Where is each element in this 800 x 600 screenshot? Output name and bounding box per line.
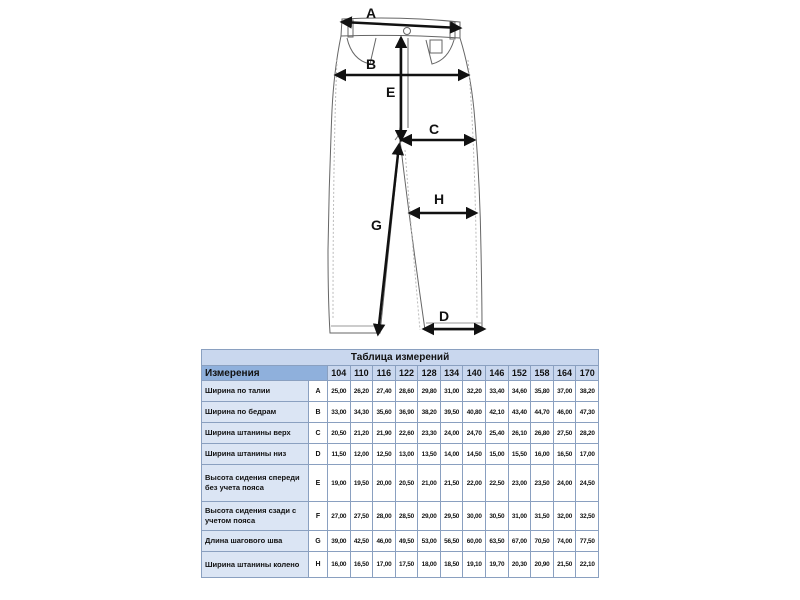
- table-row: [202, 402, 599, 423]
- size-header: 116: [373, 366, 396, 381]
- measurement-value: 13,50: [418, 444, 441, 465]
- measurement-letter: E: [309, 465, 328, 502]
- measurement-name: Высота сидения спереди без учета пояса: [202, 465, 309, 502]
- measurement-value: 32,00: [553, 502, 576, 531]
- size-header: 110: [350, 366, 373, 381]
- table-row: [202, 465, 599, 502]
- measurement-value: 35,80: [531, 381, 554, 402]
- table-title: Таблица измерений: [202, 350, 599, 366]
- measurement-value: 32,50: [576, 502, 599, 531]
- measurement-name: Ширина по бедрам: [202, 402, 309, 423]
- measurement-value: 27,40: [373, 381, 396, 402]
- measurement-value: 39,50: [440, 402, 463, 423]
- measurement-value: 19,50: [350, 465, 373, 502]
- measurement-value: 38,20: [418, 402, 441, 423]
- measurement-value: 21,90: [373, 423, 396, 444]
- measurement-letter: H: [309, 552, 328, 578]
- measurement-value: 42,50: [350, 531, 373, 552]
- measurement-name: Ширина штанины низ: [202, 444, 309, 465]
- table-row: [202, 423, 599, 444]
- measurement-value: 15,00: [486, 444, 509, 465]
- measurement-value: 16,50: [553, 444, 576, 465]
- measurement-value: 35,60: [373, 402, 396, 423]
- measure-line-a: [342, 22, 460, 28]
- measurement-value: 16,00: [531, 444, 554, 465]
- measurement-value: 34,60: [508, 381, 531, 402]
- measurement-lines: [336, 22, 484, 334]
- measurement-value: 44,70: [531, 402, 554, 423]
- measurement-value: 60,00: [463, 531, 486, 552]
- measurement-value: 19,10: [463, 552, 486, 578]
- measurement-value: 26,20: [350, 381, 373, 402]
- measurement-value: 42,10: [486, 402, 509, 423]
- measurement-value: 23,00: [508, 465, 531, 502]
- measurement-value: 17,50: [395, 552, 418, 578]
- measurement-value: 16,00: [328, 552, 351, 578]
- measurement-value: 19,70: [486, 552, 509, 578]
- measurement-value: 34,30: [350, 402, 373, 423]
- measurement-value: 23,30: [418, 423, 441, 444]
- table-row: [202, 552, 599, 578]
- measurement-value: 25,40: [486, 423, 509, 444]
- measurement-value: 26,10: [508, 423, 531, 444]
- label-h: H: [434, 191, 445, 207]
- measurement-value: 14,00: [440, 444, 463, 465]
- measurement-value: 30,00: [463, 502, 486, 531]
- measurement-value: 77,50: [576, 531, 599, 552]
- measurement-value: 49,50: [395, 531, 418, 552]
- measurement-name: Высота сидения сзади с учетом пояса: [202, 502, 309, 531]
- measurement-value: 53,00: [418, 531, 441, 552]
- measurement-value: 31,50: [531, 502, 554, 531]
- size-header: 158: [531, 366, 554, 381]
- size-header: 152: [508, 366, 531, 381]
- measurements-table: [201, 349, 599, 578]
- measurement-value: 28,50: [395, 502, 418, 531]
- pants-outline: [328, 18, 482, 333]
- measurement-value: 22,50: [486, 465, 509, 502]
- size-header: 164: [553, 366, 576, 381]
- measurement-value: 26,80: [531, 423, 554, 444]
- size-header: 140: [463, 366, 486, 381]
- size-header: 128: [418, 366, 441, 381]
- table-header-row: [202, 366, 599, 381]
- measurement-value: 20,50: [328, 423, 351, 444]
- label-g: G: [371, 217, 382, 233]
- measurement-value: 17,00: [373, 552, 396, 578]
- measurement-value: 46,00: [373, 531, 396, 552]
- measurement-letter: G: [309, 531, 328, 552]
- table-row: [202, 444, 599, 465]
- measurement-value: 17,00: [576, 444, 599, 465]
- measurement-value: 27,00: [328, 502, 351, 531]
- measurement-value: 14,50: [463, 444, 486, 465]
- label-c: C: [429, 121, 440, 137]
- measurement-value: 30,50: [486, 502, 509, 531]
- measurement-value: 74,00: [553, 531, 576, 552]
- label-e: E: [386, 84, 396, 100]
- size-table: [201, 349, 598, 578]
- measurement-value: 31,00: [440, 381, 463, 402]
- measurement-value: 12,50: [373, 444, 396, 465]
- measurement-value: 24,00: [553, 465, 576, 502]
- measurement-letter: C: [309, 423, 328, 444]
- measurement-value: 32,20: [463, 381, 486, 402]
- measurement-value: 47,30: [576, 402, 599, 423]
- measurement-value: 37,00: [553, 381, 576, 402]
- measurement-value: 21,50: [440, 465, 463, 502]
- measurement-name: Длина шагового шва: [202, 531, 309, 552]
- measurement-value: 16,50: [350, 552, 373, 578]
- measurement-value: 15,50: [508, 444, 531, 465]
- table-row: [202, 531, 599, 552]
- measurement-value: 70,50: [531, 531, 554, 552]
- measurement-value: 23,50: [531, 465, 554, 502]
- measure-line-g: [378, 145, 399, 334]
- measurement-value: 39,00: [328, 531, 351, 552]
- measurement-value: 24,00: [440, 423, 463, 444]
- measurement-value: 29,80: [418, 381, 441, 402]
- measurement-letter: B: [309, 402, 328, 423]
- measurement-value: 24,50: [576, 465, 599, 502]
- measurement-name: Ширина по талии: [202, 381, 309, 402]
- measurement-value: 21,00: [418, 465, 441, 502]
- measurement-value: 28,20: [576, 423, 599, 444]
- measurement-value: 43,40: [508, 402, 531, 423]
- size-header: 146: [486, 366, 509, 381]
- measurement-value: 27,50: [553, 423, 576, 444]
- measurement-value: 13,00: [395, 444, 418, 465]
- measurement-value: 28,00: [373, 502, 396, 531]
- measurement-value: 38,20: [576, 381, 599, 402]
- measurement-value: 29,50: [440, 502, 463, 531]
- measurement-value: 21,50: [553, 552, 576, 578]
- measurement-value: 46,00: [553, 402, 576, 423]
- size-header: 122: [395, 366, 418, 381]
- size-header: 104: [328, 366, 351, 381]
- measurement-name: Ширина штанины верх: [202, 423, 309, 444]
- measurement-value: 67,00: [508, 531, 531, 552]
- measurement-value: 19,00: [328, 465, 351, 502]
- measurement-value: 20,90: [531, 552, 554, 578]
- measurement-value: 18,00: [418, 552, 441, 578]
- measurement-value: 27,50: [350, 502, 373, 531]
- measurement-value: 20,30: [508, 552, 531, 578]
- measurement-value: 21,20: [350, 423, 373, 444]
- measurement-name: Ширина штанины колено: [202, 552, 309, 578]
- header-label: Измерения: [202, 366, 328, 381]
- measurement-value: 31,00: [508, 502, 531, 531]
- measurement-value: 36,90: [395, 402, 418, 423]
- measurement-value: 28,60: [395, 381, 418, 402]
- measurement-value: 33,40: [486, 381, 509, 402]
- measurement-value: 56,50: [440, 531, 463, 552]
- measurement-value: 33,00: [328, 402, 351, 423]
- measurement-value: 22,60: [395, 423, 418, 444]
- measurement-letter: A: [309, 381, 328, 402]
- measurement-value: 12,00: [350, 444, 373, 465]
- measurement-value: 24,70: [463, 423, 486, 444]
- measurement-value: 40,80: [463, 402, 486, 423]
- label-b: B: [366, 56, 377, 72]
- size-header: 134: [440, 366, 463, 381]
- measurement-value: 11,50: [328, 444, 351, 465]
- measurement-value: 29,00: [418, 502, 441, 531]
- measurement-letter: F: [309, 502, 328, 531]
- label-a: A: [366, 5, 377, 21]
- measurement-letter: D: [309, 444, 328, 465]
- table-row: [202, 502, 599, 531]
- measurement-value: 25,00: [328, 381, 351, 402]
- measurement-value: 22,00: [463, 465, 486, 502]
- label-d: D: [439, 308, 450, 324]
- measurement-value: 63,50: [486, 531, 509, 552]
- measurement-value: 20,00: [373, 465, 396, 502]
- measurement-value: 18,50: [440, 552, 463, 578]
- measurement-value: 22,10: [576, 552, 599, 578]
- measurement-value: 20,50: [395, 465, 418, 502]
- size-header: 170: [576, 366, 599, 381]
- table-row: [202, 381, 599, 402]
